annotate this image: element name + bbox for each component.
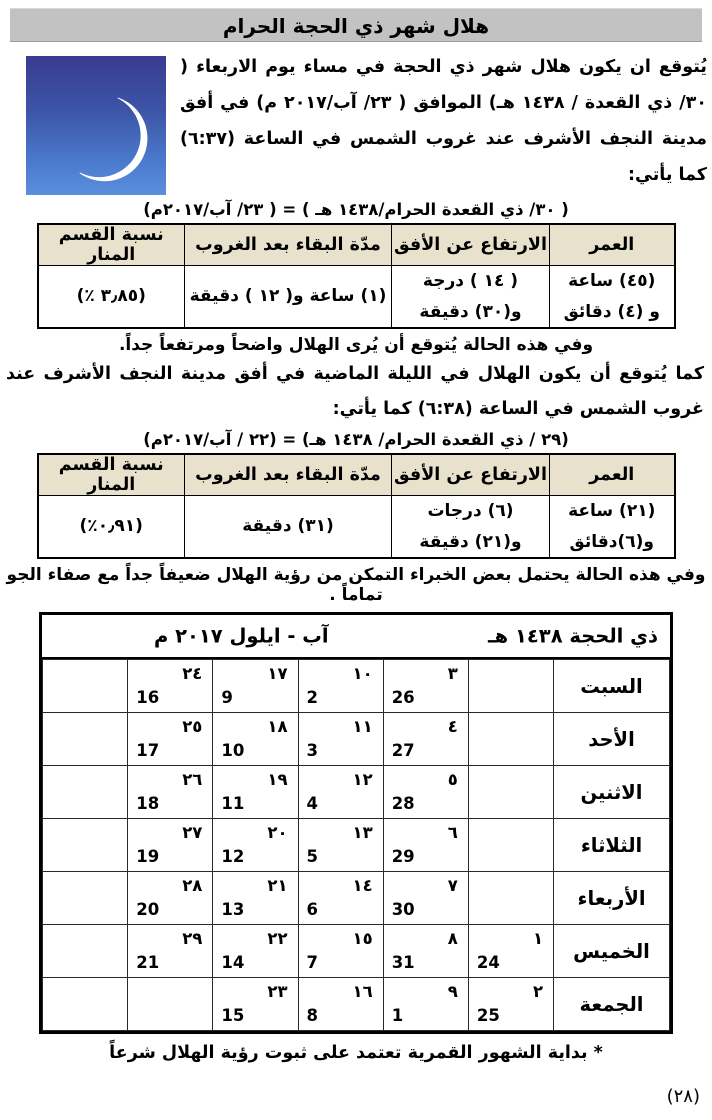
hijri-date: ١٤ [352,876,373,896]
hijri-date: ٢٦ [182,770,203,790]
calendar-cell [298,872,383,925]
calendar-cell [128,872,213,925]
hijri-date: ١٩ [267,770,288,790]
calendar-cell [213,660,298,713]
calendar-cell [43,660,128,713]
gregorian-date: 1 [391,1006,404,1026]
calendar-cell [213,978,298,1031]
gregorian-date: 21 [136,953,160,973]
gregorian-date: 6 [306,900,319,920]
hijri-date: ٢٥ [182,717,203,737]
age-value: (٤٥) ساعة و (٤) دقائق [550,266,675,329]
gregorian-date [469,899,553,924]
hijri-date: ١٠ [352,664,373,684]
gregorian-date: 5 [306,847,319,867]
gregorian-date [43,740,127,765]
calendar-row [43,925,670,978]
calendar-cell [128,713,213,766]
gregorian-date: 15 [221,1006,245,1026]
gregorian-date: 18 [136,794,160,814]
calendar-title-hijri: ذي الحجة ١٤٣٨ هـ [488,624,658,648]
calendar-cell [468,766,553,819]
calendar-cell [213,819,298,872]
gregorian-date [128,1005,212,1030]
duration-value: (٣١) دقيقة [185,496,392,559]
calendar-cell [383,925,468,978]
altitude-value: ( ١٤ ) درجة و(٣٠) دقيقة [392,266,550,329]
gregorian-date [43,899,127,924]
gregorian-date [43,952,127,977]
hijri-date: ١٢ [352,770,373,790]
hijri-date: ٢٣ [267,982,288,1002]
gregorian-date [43,687,127,712]
calendar-cell [213,872,298,925]
calendar-day-label: السبت [554,660,670,713]
note-visibility-2: وفي هذه الحالة يحتمل بعض الخبراء التمكن من رؤية الهلال ضعيفاً جداً مع صفاء الجو تماماً . [6,565,706,606]
age-value: (٢١) ساعة و(٦)دقائق [550,496,675,559]
header-age: العمر [550,224,675,266]
calendar-cell [213,766,298,819]
calendar-cell [298,978,383,1031]
calendar-row [43,819,670,872]
calendar-cell [298,660,383,713]
calendar-cell [43,819,128,872]
hijri-date: ٢٠ [267,823,288,843]
gregorian-date: 9 [221,688,233,708]
hijri-date: ٢١ [267,876,288,896]
hijri-date [43,978,127,1005]
hijri-date [469,660,553,687]
calendar-cell [383,713,468,766]
calendar-cell [383,872,468,925]
calendar-cell [468,660,553,713]
header-duration: مدّة البقاء بعد الغروب [185,454,392,496]
calendar-cell [468,819,553,872]
calendar-cell [43,713,128,766]
illumination-value: (٣٫٨٥ ٪) [38,266,185,329]
calendar-cell [213,713,298,766]
header-altitude: الارتفاع عن الأفق [392,454,550,496]
intro-paragraph: يُتوقع ان يكون هلال شهر ذي الحجة في مساء يوم الاربعاء ( ٣٠/ ذي القعدة / ١٤٣٨ هـ) الموافق ( ٢٣/ آب/٢٠١٧ م) في أفق مدينة النجف الأشرف عند غروب الشمس في الساعة (٦:٣٧) كما يأتي: [180,57,707,185]
calendar-title-row [42,615,670,659]
hijri-date [43,766,127,793]
header-altitude: الارتفاع عن الأفق [392,224,550,266]
hijri-date: ٩ [447,982,458,1002]
calendar-cell [383,819,468,872]
gregorian-date: 30 [391,900,415,920]
hijri-date [43,819,127,846]
hijri-date [469,713,553,740]
calendar-day-label: الخميس [554,925,670,978]
gregorian-date: 29 [391,847,415,867]
header-duration: مدّة البقاء بعد الغروب [185,224,392,266]
gregorian-date: 3 [306,741,319,761]
gregorian-date [469,740,553,765]
calendar-day-label: الثلاثاء [554,819,670,872]
gregorian-date: 28 [391,794,415,814]
gregorian-date: 25 [476,1006,500,1026]
calendar-cell [383,660,468,713]
hijri-date [43,713,127,740]
calendar-cell [468,713,553,766]
table1-caption: ( ٣٠/ ذي القعدة الحرام/١٤٣٨ هـ ) = ( ٢٣/ آب/٢٠١٧م) [143,200,569,219]
altitude-value: (٦) درجات و(٢١) دقيقة [392,496,550,559]
gregorian-date: 4 [306,794,319,814]
calendar-row [43,872,670,925]
intro-section [0,48,712,197]
lunar-month-footnote: * بداية الشهور القمرية تعتمد على ثبوت رؤية الهلال شرعاً [109,1043,603,1064]
hijri-date: ٨ [447,929,458,949]
table-header-row [38,454,675,496]
hijri-date: ١٨ [267,717,288,737]
hijri-date: ٣ [447,664,458,684]
gregorian-date: 27 [391,741,415,761]
calendar-cell [383,766,468,819]
calendar-cell [213,925,298,978]
duration-value: (١) ساعة و( ١٢ ) دقيقة [185,266,392,329]
hijri-date: ٥ [447,770,458,790]
hijri-date [43,660,127,687]
note-visibility-1: وفي هذه الحالة يُتوقع أن يُرى الهلال واضحاً ومرتفعاً جداً. [118,335,594,356]
gregorian-date [43,846,127,871]
calendar-row [43,660,670,713]
hijri-date: ٢٢ [267,929,288,949]
hijri-date: ٢٩ [182,929,203,949]
calendar-title-gregorian: آب - ايلول ٢٠١٧ م [154,624,329,648]
calendar-cell [298,925,383,978]
gregorian-date: 14 [221,953,245,973]
calendar-row [43,978,670,1031]
hijri-date: ٢٧ [182,823,203,843]
calendar-day-label: الاثنين [554,766,670,819]
second-paragraph: كما يُتوقع أن يكون الهلال في الليلة الماضية في أفق مدينة النجف الأشرف عند غروب الشمس في الساعة (٦:٣٨) كما يأتي: [6,364,704,420]
gregorian-date: 24 [476,953,500,973]
hijri-date [469,766,553,793]
gregorian-date: 2 [306,688,319,708]
gregorian-date [469,793,553,818]
gregorian-date [43,1005,127,1030]
hijri-date [43,925,127,952]
gregorian-date [469,687,553,712]
hijri-date: ٧ [447,876,458,896]
page-number: (٢٨) [666,1086,700,1107]
hijri-date: ٢٤ [182,664,203,684]
calendar-cell [128,766,213,819]
calendar-cell [383,978,468,1031]
table2-caption: (٢٩ / ذي القعدة الحرام/ ١٤٣٨ هـ) = (٢٢ / آب/٢٠١٧م) [143,430,569,450]
calendar-row [43,766,670,819]
gregorian-date: 19 [136,847,160,867]
hijri-date: ١٧ [267,664,288,684]
calendar-cell [468,978,553,1031]
gregorian-date: 31 [391,953,415,973]
header-illumination: نسبة القسم المنار [38,454,185,496]
table-header-row [38,224,675,266]
calendar-cell [128,925,213,978]
calendar-cell [298,819,383,872]
gregorian-date: 17 [136,741,160,761]
gregorian-date: 13 [221,900,245,920]
calendar-day-label: الجمعة [554,978,670,1031]
calendar-cell [43,978,128,1031]
calendar-cell [128,978,213,1031]
hijri-date [469,819,553,846]
crescent-data-table-1 [37,223,676,329]
calendar-cell [298,713,383,766]
hijri-date [128,978,212,1005]
gregorian-date: 16 [136,688,160,708]
header-age: العمر [550,454,675,496]
hijri-date: ١١ [352,717,373,737]
page-title: هلال شهر ذي الحجة الحرام [10,8,702,42]
gregorian-date: 20 [136,900,160,920]
hijri-date [43,872,127,899]
calendar-row [43,713,670,766]
calendar-grid [42,659,670,1031]
calendar-cell [43,766,128,819]
hijri-date: ٤ [447,717,458,737]
illumination-value: (٠٫٩١٪) [38,496,185,559]
calendar-cell [128,660,213,713]
header-illumination: نسبة القسم المنار [38,224,185,266]
calendar-cell [468,872,553,925]
calendar-cell [43,925,128,978]
calendar-day-label: الأربعاء [554,872,670,925]
calendar-cell [43,872,128,925]
hijri-date: ١٦ [352,982,373,1002]
hijri-date [469,872,553,899]
calendar-day-label: الأحد [554,713,670,766]
gregorian-date [43,793,127,818]
gregorian-date: 11 [221,794,245,814]
gregorian-date: 10 [221,741,245,761]
hijri-date: ١ [532,929,544,949]
table-row [38,496,675,559]
gregorian-date [469,846,553,871]
gregorian-date: 8 [306,1006,319,1026]
calendar-cell [128,819,213,872]
gregorian-date: 12 [221,847,245,867]
month-calendar [39,612,673,1034]
calendar-cell [468,925,553,978]
crescent-data-table-2 [37,453,676,559]
table-row [38,266,675,329]
hijri-date: ١٣ [352,823,373,843]
crescent-moon-image [26,56,166,195]
hijri-date: ٦ [447,823,458,843]
hijri-date: ١٥ [352,929,373,949]
gregorian-date: 7 [306,953,319,973]
gregorian-date: 26 [391,688,415,708]
hijri-date: ٢ [532,982,544,1002]
calendar-cell [298,766,383,819]
hijri-date: ٢٨ [182,876,203,896]
